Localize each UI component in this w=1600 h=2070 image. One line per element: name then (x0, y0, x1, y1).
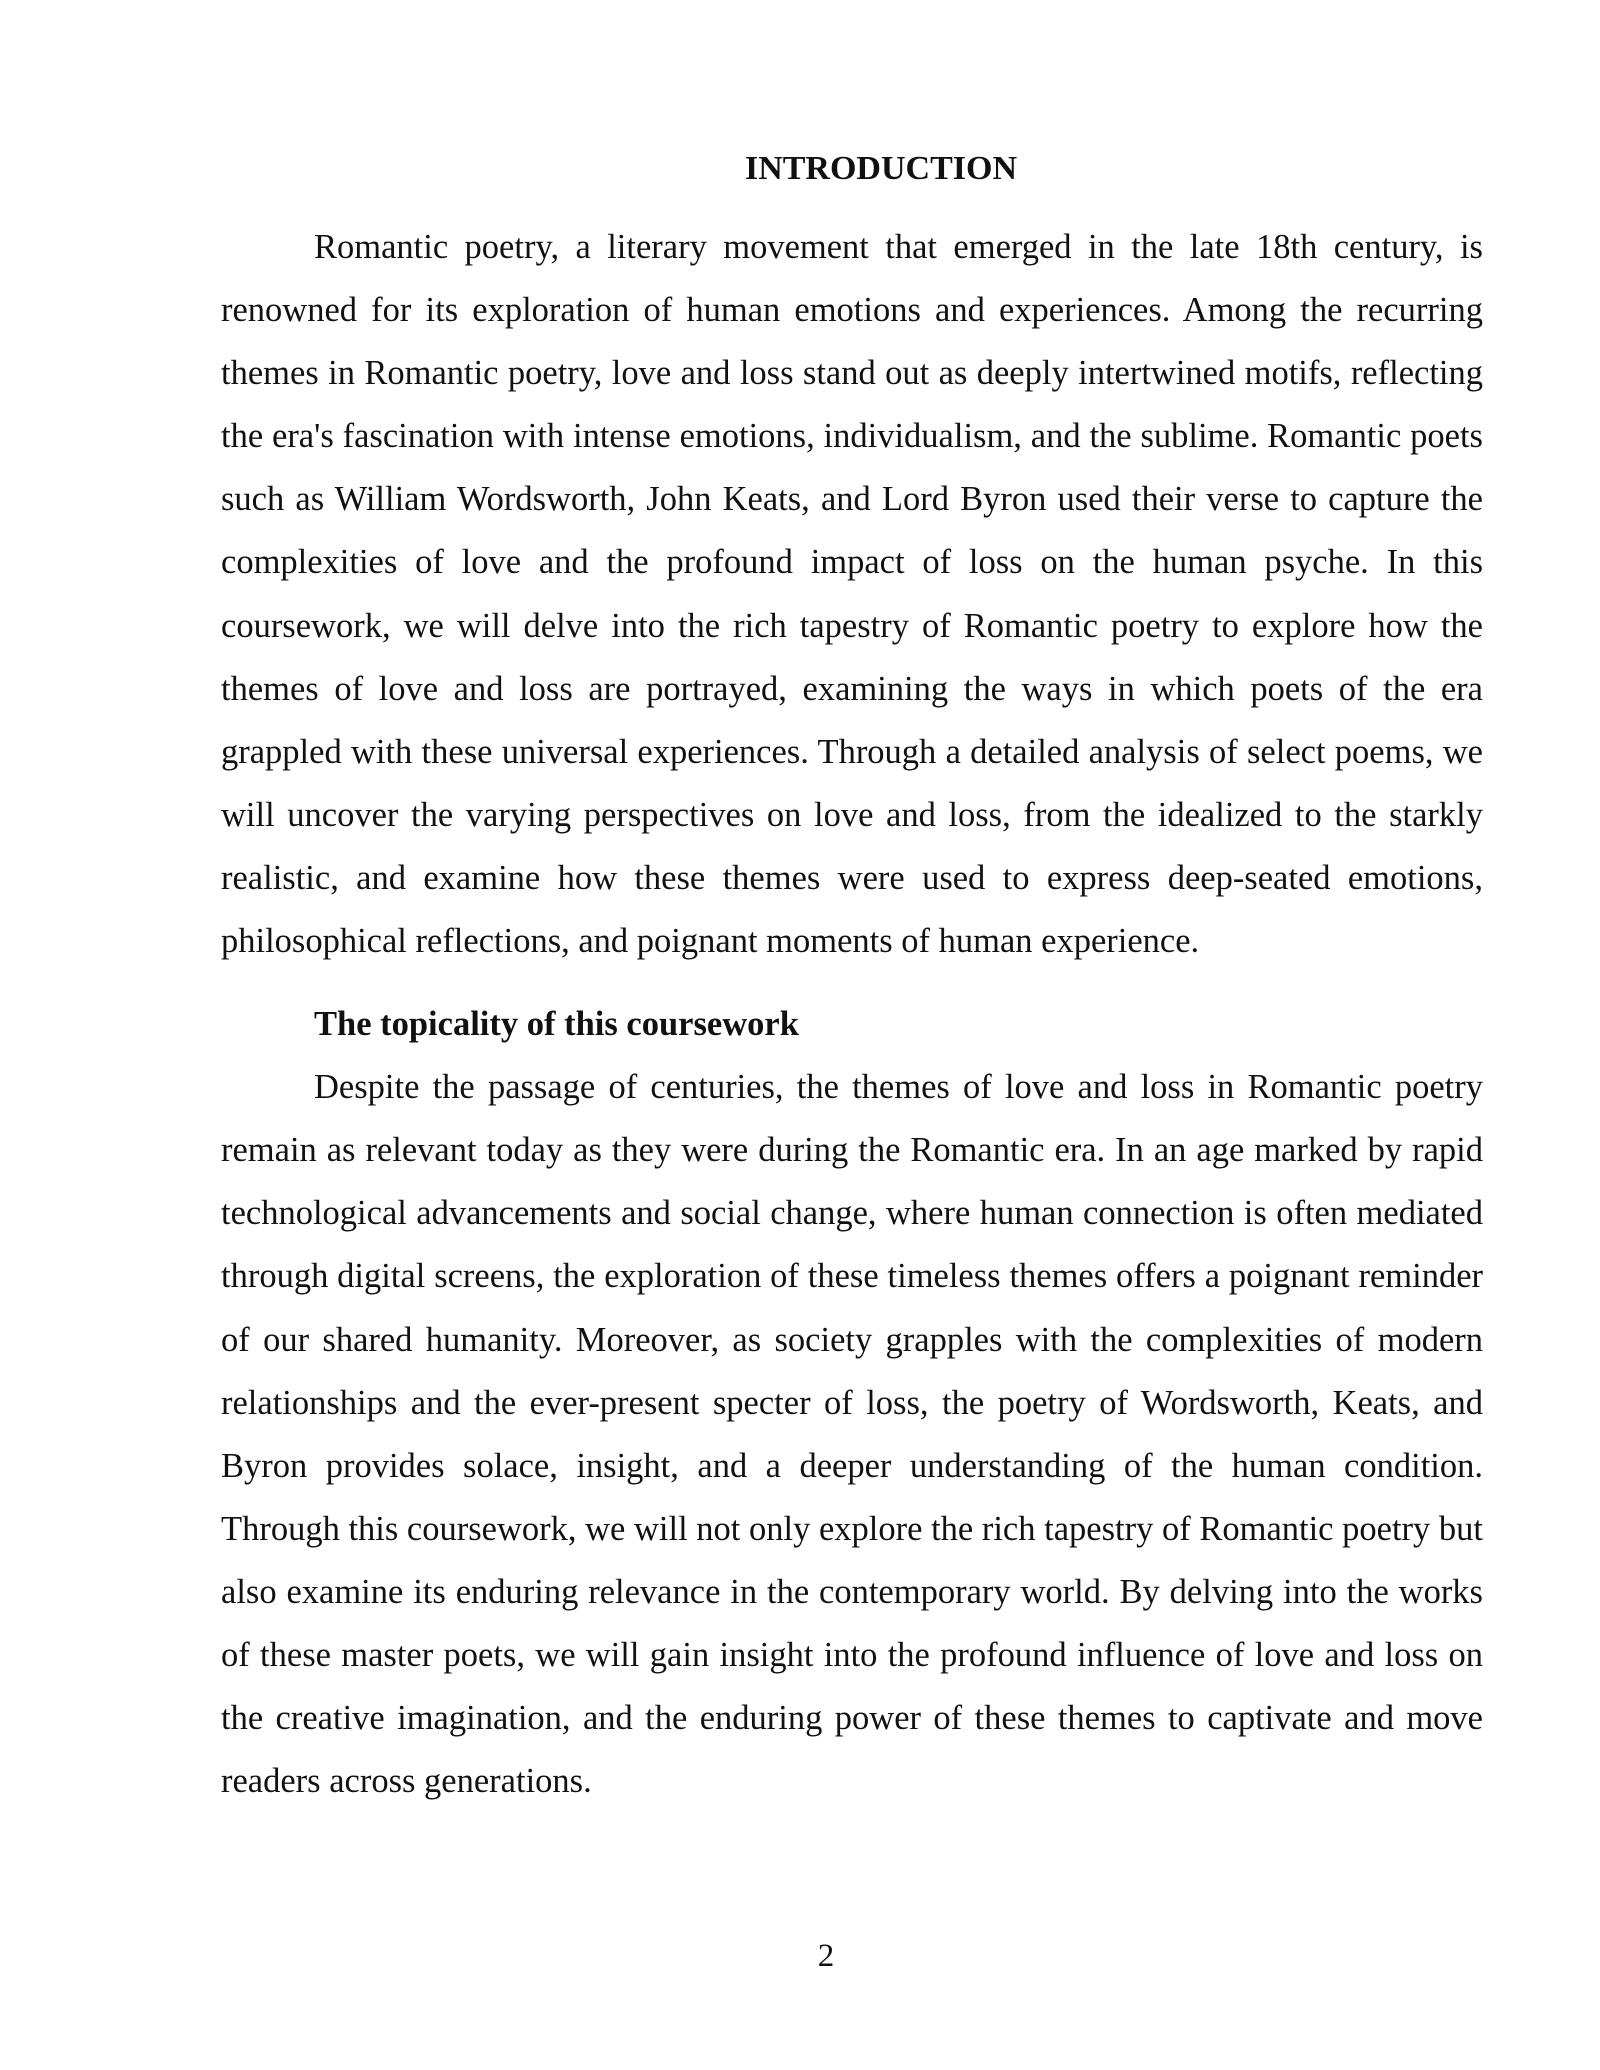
page-content (221, 142, 1483, 1813)
introduction-paragraph: Romantic poetry, a literary movement that emerged in the late 18th century, is renowned for its exploration of human emotions and experiences. Among the recurring themes in Romantic poetry, love and loss stand out as deeply intertwined motifs, reflecting the era's fascination with intense emotions, individualism, and the sublime. Romantic poets such as William Wordsworth, John Keats, and Lord Byron used their verse to capture the complexities of love and the profound impact of loss on the human psyche. In this coursework, we will delve into the rich tapestry of Romantic poetry to explore how the themes of love and loss are portrayed, examining the ways in which poets of the era grappled with these universal experiences. Through a detailed analysis of select poems, we will uncover the varying perspectives on love and loss, from the idealized to the starkly realistic, and examine how these themes were used to express deep-seated emotions, philosophical reflections, and poignant moments of human experience. (221, 228, 1483, 961)
section-title: INTRODUCTION (744, 150, 1018, 187)
topicality-paragraph: Despite the passage of centuries, the themes of love and loss in Romantic poetry remain as relevant today as they were during the Romantic era. In an age marked by rapid technological advancements and social change, where human connection is often mediated through digital screens, the exploration of these timeless themes offers a poignant reminder of our shared humanity. Moreover, as society grapples with the complexities of modern relationships and the ever-present specter of loss, the poetry of Wordsworth, Keats, and Byron provides solace, insight, and a deeper understanding of the human condition. Through this coursework, we will not only explore the rich tapestry of Romantic poetry but also examine its enduring relevance in the contemporary world. By delving into the works of these master poets, we will gain insight into the profound influence of love and loss on the creative imagination, and the enduring power of these themes to captivate and move readers across generations. (221, 1068, 1483, 1801)
page-number: 2 (817, 1938, 835, 1974)
subsection-heading: The topicality of this coursework (314, 1005, 799, 1044)
